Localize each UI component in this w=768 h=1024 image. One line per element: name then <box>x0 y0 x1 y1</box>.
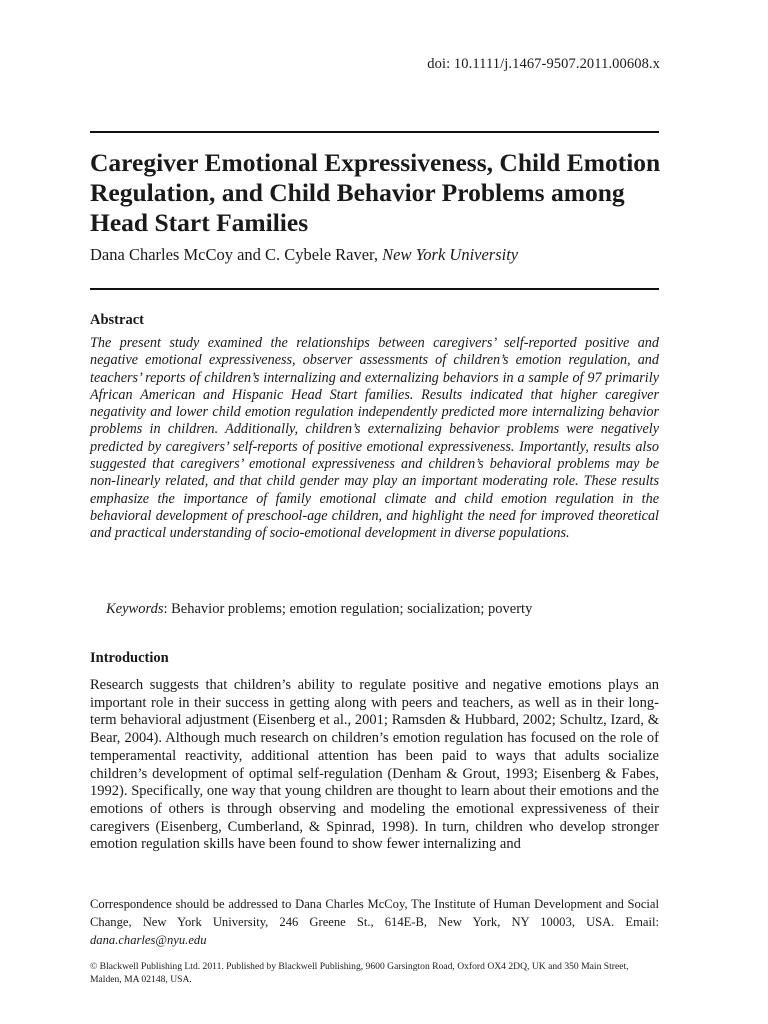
title-bottom-rule <box>90 288 659 290</box>
correspondence-note <box>90 895 659 950</box>
correspondence-email[interactable]: dana.charles@nyu.edu <box>90 933 207 948</box>
doi-line: doi: 10.1111/j.1467-9507.2011.00608.x <box>427 56 660 72</box>
copyright-notice: © Blackwell Publishing Ltd. 2011. Published by Blackwell Publishing, 9600 Garsington Road, Oxford OX4 2DQ, UK and 350 Main Street, Malden, MA 02148, USA. <box>90 961 629 985</box>
abstract-text: The present study examined the relationships between caregivers’ self-reported positive and negative emotional expressiveness, observer assessments of children’s emotion regulation, and teachers’ reports of children’s internalizing and externalizing behaviors in a sample of 97 primarily African American and Hispanic Head Start families. Results indicated that higher caregiver negativity and lower child emotion regulation independently predicted more internalizing behavior problems in children. Additionally, children’s externalizing behavior problems were negatively predicted by caregivers’ self-reports of positive emotional expressiveness. Importantly, results also suggested that caregivers’ emotional expressiveness and children’s behavioral problems may be non-linearly related, and that child gender may play an important moderating role. These results emphasize the importance of family emotional climate and child emotion regulation in the behavioral development of preschool-age children, and highlight the need for improved theoretical and practical understanding of socio-emotional development in diverse populations. <box>90 335 659 542</box>
correspondence-text: Correspondence should be addressed to Dana Charles McCoy, The Institute of Human Development and Social Change, New York University, 246 Greene St., 614E-B, New York, NY 10003, USA. Email: <box>90 897 659 930</box>
author-affiliation: New York University <box>382 245 519 264</box>
author-names: Dana Charles McCoy and C. Cybele Raver, <box>90 245 383 264</box>
article-title: Caregiver Emotional Expressiveness, Child Emotion Regulation, and Child Behavior Problems among Head Start Families <box>90 148 661 237</box>
abstract-heading: Abstract <box>90 312 144 328</box>
introduction-heading: Introduction <box>90 650 169 666</box>
keywords-line <box>106 601 532 618</box>
introduction-text: Research suggests that children’s ability to regulate positive and negative emotions plays an important role in their success in getting along with peers and teachers, as well as in their long-term behavioral adjustment (Eisenberg et al., 2001; Ramsden & Hubbard, 2002; Schultz, Izard, & Bear, 2004). Although much research on children’s emotion regulation has focused on the role of temperamental reactivity, additional attention has been paid to ways that adults socialize children’s development of optimal self-regulation (Denham & Grout, 1993; Eisenberg & Fabes, 1992). Specifically, one way that young children are thought to learn about their emotions and the emotions of others is through observing and modeling the emotional expressiveness of their caregivers (Eisenberg, Cumberland, & Spinrad, 1998). In turn, children who develop stronger emotion regulation skills have been found to show fewer internalizing and <box>90 677 659 853</box>
top-rule <box>90 131 659 133</box>
author-line <box>90 245 518 265</box>
keywords-text: : Behavior problems; emotion regulation; socialization; poverty <box>163 601 533 617</box>
keywords-label: Keywords <box>106 601 164 617</box>
